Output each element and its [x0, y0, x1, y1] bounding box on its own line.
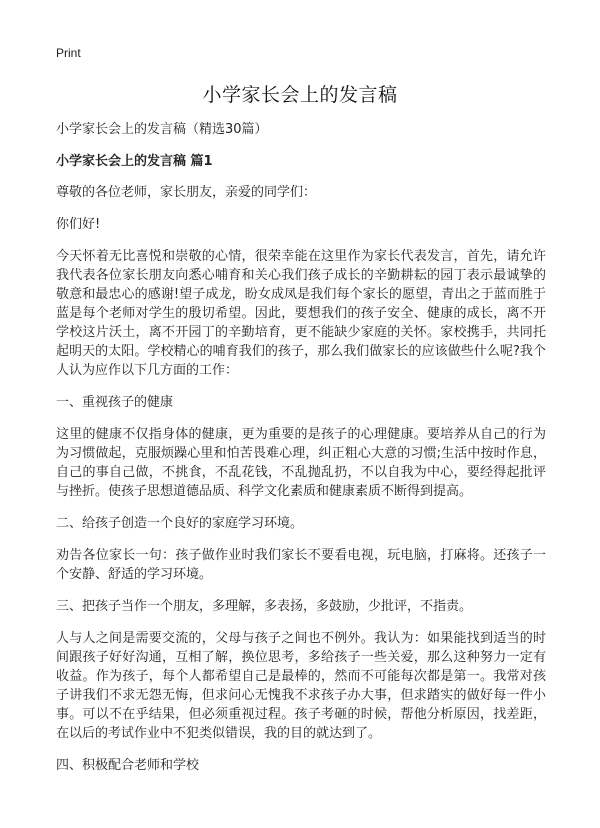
document-body — [56, 120, 546, 788]
section-title: 小学家长会上的发言稿 篇1 — [56, 154, 213, 169]
heading-friend: 三、把孩子当作一个朋友，多理解，多表扬，多鼓励，少批评，不指责。 — [56, 599, 473, 614]
heading-health: 一、重视孩子的健康 — [56, 395, 174, 410]
heading-cooperate: 四、积极配合老师和学校 — [56, 758, 200, 773]
intro-paragraph: 今天怀着无比喜悦和崇敬的心情，很荣幸能在这里作为家长代表发言，首先，请允许我代表各位家长朋友向悉心哺育和关心我们孩子成长的辛勤耕耘的园丁表示最诚挚的敬意和最忠心的感谢!望子成龙，盼女成凤是我们每个家长的愿望，青出之于蓝而胜于蓝是每个老师对学生的殷切希望。因此，要想我们的孩子安全、健康的成长，离不开学校这片沃土，离不开园丁的辛勤培育，更不能缺少家庭的关怀。家校携手，共同托起明天的太阳。学校精心的哺育我们的孩子，那么我们做家长的应该做些什么呢?我个人认为应作以下几方面的工作： — [56, 249, 546, 378]
heading-environment: 二、给孩子创造一个良好的家庭学习环境。 — [56, 516, 304, 531]
paragraph-friend: 人与人之间是需要交流的，父母与孩子之间也不例外。我认为：如果能找到适当的时间跟孩子好好沟通，互相了解，换位思考，多给孩子一些关爱，那么这种努力一定有收益。作为孩子，每个人都希望自己是最棒的，然而不可能每次都是第一。我常对孩子讲我们不求无怨无悔，但求问心无愧我不求孩子办大事，但求踏实的做好每一件小事。可以不在乎结果，但必须重视过程。孩子考砸的时候，帮他分析原因，找差距，在以后的考试作业中不犯类似错误，我的目的就达到了。 — [56, 631, 546, 741]
print-link[interactable]: Print — [56, 46, 81, 60]
document-title: 小学家长会上的发言稿 — [202, 84, 398, 106]
paragraph-environment: 劝告各位家长一句：孩子做作业时我们家长不要看电视，玩电脑，打麻将。还孩子一个安静、舒适的学习环境。 — [56, 548, 546, 582]
hello-text: 你们好! — [56, 217, 101, 232]
document-subtitle: 小学家长会上的发言稿（精选30篇） — [56, 122, 268, 137]
paragraph-health: 这里的健康不仅指身体的健康，更为重要的是孩子的心理健康。要培养从自己的行为为习惯做起，克服烦躁心里和怕苦畏难心理，纠正粗心大意的习惯;生活中按时作息，自己的事自己做，不挑食，不乱花钱，不乱抛乱扔，不以自我为中心，要经得起批评与挫折。使孩子思想道德品质、科学文化素质和健康素质不断得到提高。 — [56, 427, 546, 499]
greeting-text: 尊敬的各位老师，家长朋友，亲爱的同学们： — [56, 185, 317, 200]
